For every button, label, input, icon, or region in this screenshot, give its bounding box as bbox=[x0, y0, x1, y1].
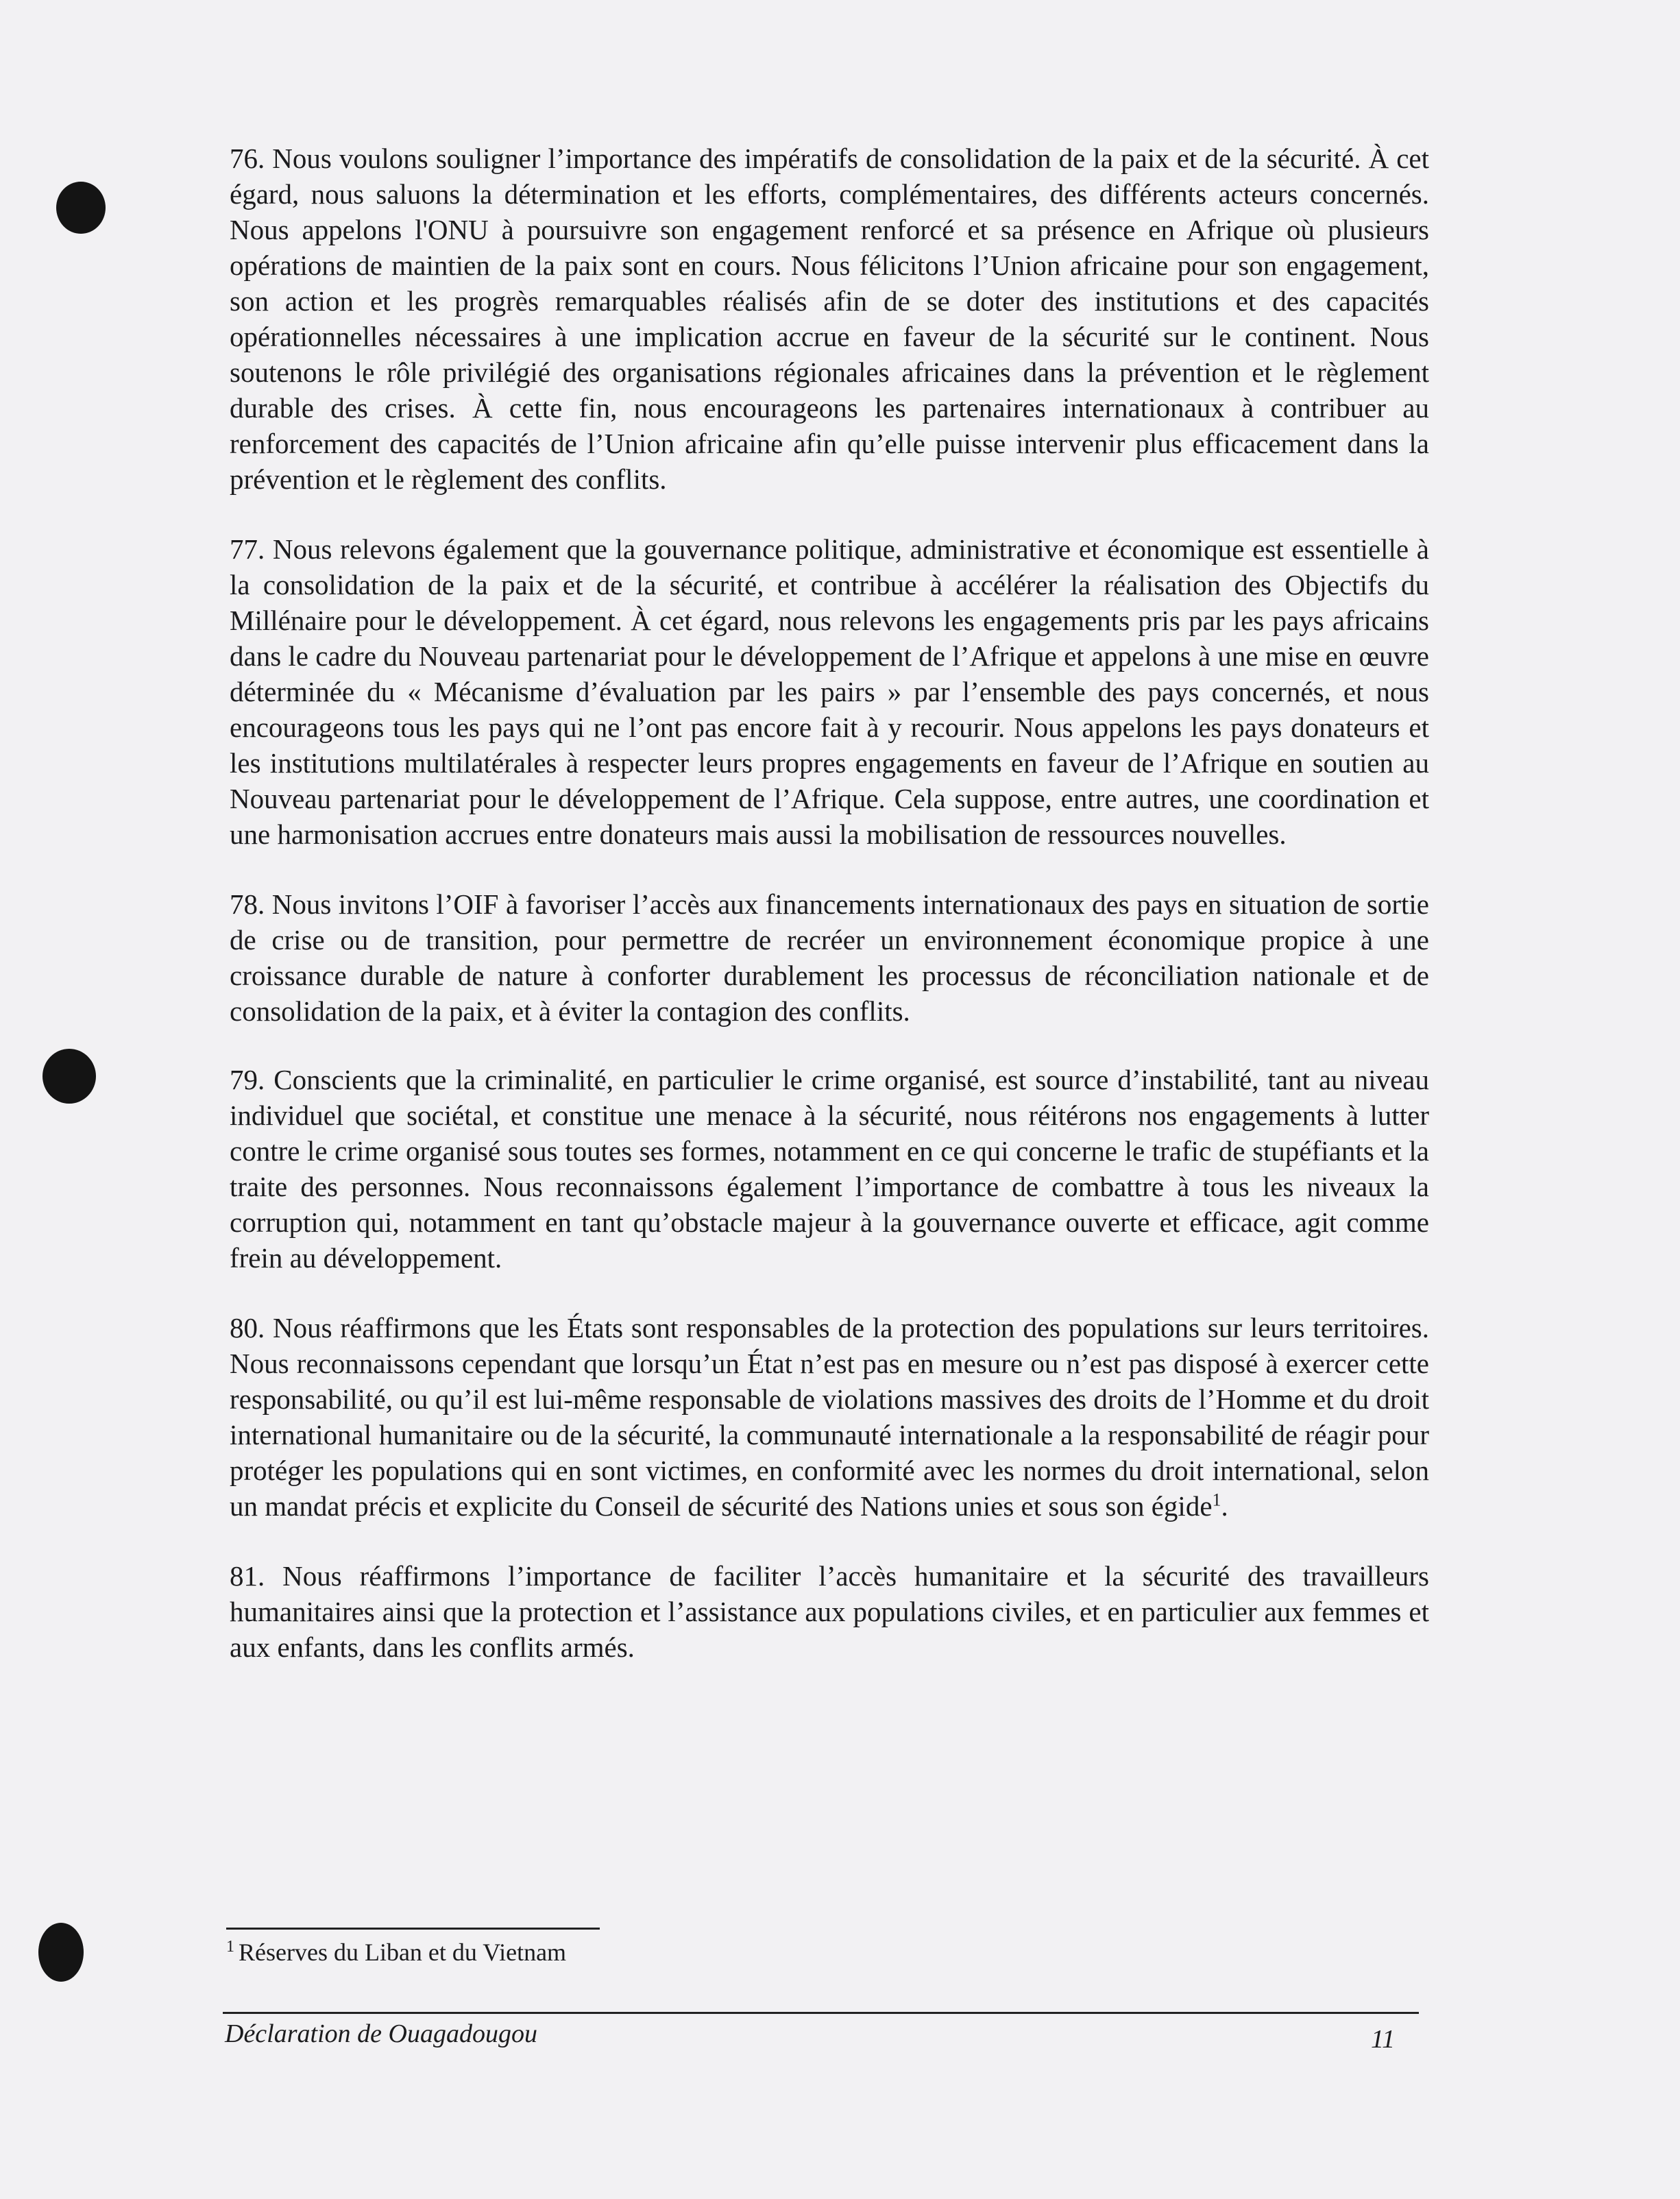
paragraph-81: 81. Nous réaffirmons l’importance de faciliter l’accès humanitaire et la sécurité des travailleurs humanitaires ainsi que la protection et l’assistance aux populations civiles, et en particulier aux femmes et aux enfants, dans les conflits armés. bbox=[230, 1560, 1429, 1663]
footnote-text: Réserves du Liban et du Vietnam bbox=[239, 1939, 567, 1966]
footnote-reference: 1 bbox=[1212, 1490, 1221, 1510]
paragraph-80-text: 80. Nous réaffirmons que les États sont responsables de la protection des populations sur leurs territoires. Nous reconnaissons cependant que lorsqu’un État n’est pas en mesure ou n’est pas disposé à exercer cette responsabilité, ou qu’il est lui-même responsable de violations massives des droits de l’Homme et du droit international humanitaire ou de la sécurité, la communauté internationale a la responsabilité de réagir pour protéger les populations qui en sont victimes, en conformité avec les normes du droit international, selon un mandat précis et explicite du Conseil de sécurité des Nations unies et sous son égide bbox=[230, 1312, 1429, 1522]
document-body bbox=[230, 141, 1429, 1699]
footnote-mark: 1 bbox=[226, 1938, 234, 1956]
footer-title: Déclaration de Ouagadougou bbox=[225, 2019, 537, 2048]
footnote bbox=[226, 1936, 566, 1968]
paragraph-80 bbox=[230, 1310, 1429, 1524]
punch-hole bbox=[56, 182, 106, 234]
footnote-separator bbox=[226, 1928, 600, 1930]
paragraph-80-end: . bbox=[1221, 1490, 1228, 1522]
page-number: 11 bbox=[1371, 2025, 1396, 2054]
punch-hole bbox=[38, 1923, 84, 1982]
footer-rule bbox=[223, 2012, 1419, 2014]
paragraph-77: 77. Nous relevons également que la gouvernance politique, administrative et économique est essentielle à la consolidation de la paix et de la sécurité, et contribue à accélérer la réalisation des Objectifs du Millénaire pour le développement. À cet égard, nous relevons les engagements pris par les pays africains dans le cadre du Nouveau partenariat pour le développement de l’Afrique et appelons à une mise en œuvre déterminée du « Mécanisme d’évaluation par les pairs » par l’ensemble des pays concernés, et nous encourageons tous les pays qui ne l’ont pas encore fait à y recourir. Nous appelons les pays donateurs et les institutions multilatérales à respecter leurs propres engagements en faveur de l’Afrique en soutien au Nouveau partenariat pour le développement de l’Afrique. Cela suppose, entre autres, une coordination et une harmonisation accrues entre donateurs mais aussi la mobilisation de ressources nouvelles. bbox=[230, 533, 1429, 850]
punch-hole bbox=[42, 1049, 96, 1104]
paragraph-78: 78. Nous invitons l’OIF à favoriser l’accès aux financements internationaux des pays en situation de sortie de crise ou de transition, pour permettre de recréer un environnement économique propice à une croissance durable de nature à conforter durablement les processus de réconciliation nationale et de consolidation de la paix, et à éviter la contagion des conflits. bbox=[230, 888, 1429, 1027]
paragraph-76: 76. Nous voulons souligner l’importance des impératifs de consolidation de la paix et de la sécurité. À cet égard, nous saluons la détermination et les efforts, complémentaires, des différents acteurs concernés. Nous appelons l'ONU à poursuivre son engagement renforcé et sa présence en Afrique où plusieurs opérations de maintien de la paix sont en cours. Nous félicitons l’Union africaine pour son engagement, son action et les progrès remarquables réalisés afin de se doter des institutions et des capacités opérationnelles nécessaires à une implication accrue en faveur de la sécurité sur le continent. Nous soutenons le rôle privilégié des organisations régionales africaines dans la prévention et le règlement durable des crises. À cette fin, nous encourageons les partenaires internationaux à contribuer au renforcement des capacités de l’Union africaine afin qu’elle puisse intervenir plus efficacement dans la prévention et le règlement des conflits. bbox=[230, 143, 1429, 495]
paragraph-79: 79. Conscients que la criminalité, en particulier le crime organisé, est source d’instabilité, tant au niveau individuel que sociétal, et constitue une menace à la sécurité, nous réitérons nos engagements à lutter contre le crime organisé sous toutes ses formes, notamment en ce qui concerne le trafic de stupéfiants et la traite des personnes. Nous reconnaissons également l’importance de combattre à tous les niveaux la corruption qui, notamment en tant qu’obstacle majeur à la gouvernance ouverte et efficace, agit comme frein au développement. bbox=[230, 1064, 1429, 1274]
